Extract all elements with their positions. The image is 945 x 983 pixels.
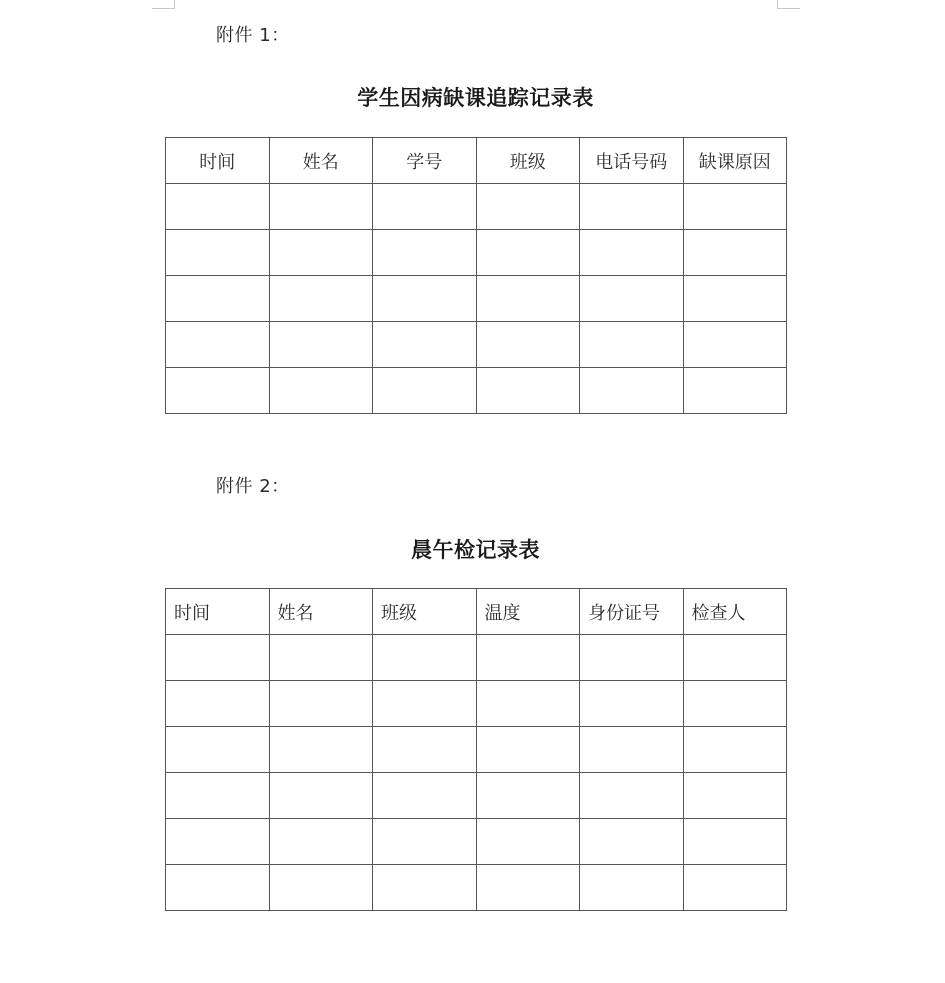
table-cell[interactable] <box>269 322 373 368</box>
table-cell[interactable] <box>269 773 373 819</box>
health-check-table-title: 晨午检记录表 <box>411 538 540 562</box>
table-row <box>166 773 787 819</box>
header-cell-class: 班级 <box>476 138 580 184</box>
table-row <box>166 635 787 681</box>
table-cell[interactable] <box>476 865 580 911</box>
table-row <box>166 819 787 865</box>
table-cell[interactable] <box>683 681 787 727</box>
table-cell[interactable] <box>166 773 270 819</box>
table-cell[interactable] <box>580 773 684 819</box>
health-check-table <box>165 588 787 911</box>
table-header-row <box>166 589 787 635</box>
table-cell[interactable] <box>166 184 270 230</box>
table-cell[interactable] <box>476 230 580 276</box>
table-row <box>166 368 787 414</box>
table-cell[interactable] <box>373 635 477 681</box>
absence-tracking-table-title: 学生因病缺课追踪记录表 <box>357 86 594 110</box>
table-cell[interactable] <box>580 727 684 773</box>
table-cell[interactable] <box>373 276 477 322</box>
table-row <box>166 184 787 230</box>
header-cell-absence-reason: 缺课原因 <box>683 138 787 184</box>
header-cell-time: 时间 <box>166 138 270 184</box>
attachment-1-label: 附件 1： <box>216 25 290 46</box>
table-cell[interactable] <box>683 184 787 230</box>
table-row <box>166 727 787 773</box>
table-cell[interactable] <box>269 230 373 276</box>
table-cell[interactable] <box>476 681 580 727</box>
header-cell-name: 姓名 <box>269 589 373 635</box>
table-cell[interactable] <box>373 865 477 911</box>
table-cell[interactable] <box>373 368 477 414</box>
table-cell[interactable] <box>373 773 477 819</box>
header-cell-name: 姓名 <box>269 138 373 184</box>
table-cell[interactable] <box>580 681 684 727</box>
table-cell[interactable] <box>580 322 684 368</box>
table-cell[interactable] <box>269 276 373 322</box>
table-cell[interactable] <box>580 368 684 414</box>
table-row <box>166 276 787 322</box>
table-cell[interactable] <box>166 368 270 414</box>
table-cell[interactable] <box>269 368 373 414</box>
table-cell[interactable] <box>580 276 684 322</box>
table-cell[interactable] <box>476 635 580 681</box>
table-cell[interactable] <box>166 681 270 727</box>
table-cell[interactable] <box>476 276 580 322</box>
table-cell[interactable] <box>166 727 270 773</box>
table-cell[interactable] <box>166 230 270 276</box>
table-cell[interactable] <box>476 368 580 414</box>
table-cell[interactable] <box>580 865 684 911</box>
table-cell[interactable] <box>580 635 684 681</box>
header-cell-inspector: 检查人 <box>683 589 787 635</box>
header-cell-temperature: 温度 <box>476 589 580 635</box>
table-cell[interactable] <box>269 819 373 865</box>
table-cell[interactable] <box>166 276 270 322</box>
table-cell[interactable] <box>683 819 787 865</box>
table-cell[interactable] <box>683 230 787 276</box>
table-cell[interactable] <box>166 865 270 911</box>
table-cell[interactable] <box>683 727 787 773</box>
table-cell[interactable] <box>683 635 787 681</box>
header-cell-phone: 电话号码 <box>580 138 684 184</box>
table-cell[interactable] <box>683 322 787 368</box>
table-cell[interactable] <box>476 727 580 773</box>
table-cell[interactable] <box>166 635 270 681</box>
table-cell[interactable] <box>580 819 684 865</box>
page-corner-mark-right <box>777 0 800 9</box>
table-cell[interactable] <box>269 865 373 911</box>
table-cell[interactable] <box>269 184 373 230</box>
table-row <box>166 230 787 276</box>
header-cell-time: 时间 <box>166 589 270 635</box>
table-row <box>166 865 787 911</box>
page-corner-mark-left <box>152 0 175 9</box>
table-cell[interactable] <box>373 819 477 865</box>
table-cell[interactable] <box>476 819 580 865</box>
header-cell-class: 班级 <box>373 589 477 635</box>
attachment-2-label: 附件 2： <box>216 476 290 497</box>
table-cell[interactable] <box>373 230 477 276</box>
table-cell[interactable] <box>373 184 477 230</box>
table-cell[interactable] <box>476 773 580 819</box>
table-cell[interactable] <box>269 727 373 773</box>
table-cell[interactable] <box>580 184 684 230</box>
header-cell-id-number: 身份证号 <box>580 589 684 635</box>
table-cell[interactable] <box>166 322 270 368</box>
health-check-table-body <box>166 635 787 911</box>
table-cell[interactable] <box>166 819 270 865</box>
table-cell[interactable] <box>373 727 477 773</box>
table-cell[interactable] <box>269 635 373 681</box>
table-cell[interactable] <box>683 276 787 322</box>
table-cell[interactable] <box>269 681 373 727</box>
table-row <box>166 681 787 727</box>
header-cell-student-id: 学号 <box>373 138 477 184</box>
table-row <box>166 322 787 368</box>
absence-tracking-table-body <box>166 184 787 414</box>
table-header-row <box>166 138 787 184</box>
absence-tracking-table <box>165 137 787 414</box>
table-cell[interactable] <box>683 773 787 819</box>
table-cell[interactable] <box>476 184 580 230</box>
table-cell[interactable] <box>373 322 477 368</box>
table-cell[interactable] <box>683 865 787 911</box>
table-cell[interactable] <box>683 368 787 414</box>
table-cell[interactable] <box>373 681 477 727</box>
table-cell[interactable] <box>476 322 580 368</box>
table-cell[interactable] <box>580 230 684 276</box>
